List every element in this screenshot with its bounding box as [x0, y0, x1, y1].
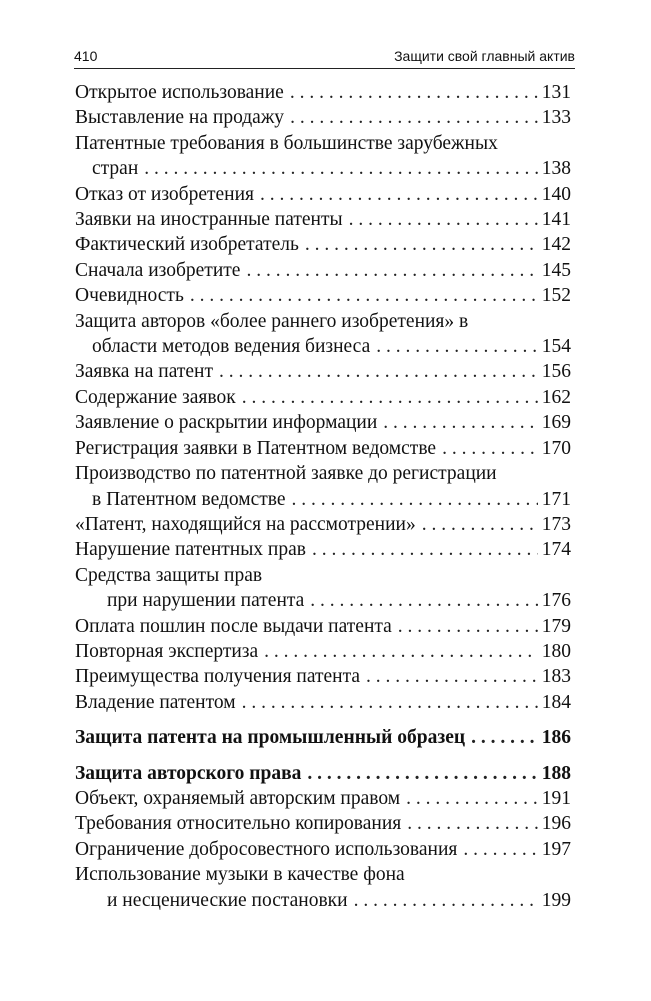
toc-entry-title: Регистрация заявки в Патентном ведомстве: [75, 437, 437, 459]
toc-entry-line: [75, 862, 571, 887]
toc-entry-title: при нарушении патента: [107, 590, 305, 612]
toc-entry[interactable]: [75, 725, 571, 750]
dot-leader: [310, 588, 537, 613]
toc-entry-line: [75, 461, 571, 486]
toc-entry[interactable]: [75, 80, 571, 105]
toc-entry-title: Отказ от изобретения: [75, 183, 255, 205]
toc-page-number: 174: [541, 539, 571, 561]
dot-leader: [422, 512, 538, 537]
toc-entry[interactable]: [75, 639, 571, 664]
toc-entry-line: [75, 334, 571, 359]
toc-entry-title: области методов ведения бизнеса: [92, 336, 371, 358]
toc-entry[interactable]: [75, 258, 571, 283]
toc-page-number: 145: [541, 259, 571, 281]
toc-page-number: 152: [541, 285, 571, 307]
toc-page-number: 156: [541, 361, 571, 383]
dot-leader: [307, 761, 537, 786]
toc-entry[interactable]: [75, 359, 571, 384]
dot-leader: [242, 385, 538, 410]
toc-entry-title: Нарушение патентных прав: [75, 539, 306, 561]
toc-entry-title: Владение патентом: [75, 691, 236, 713]
toc-entry[interactable]: [75, 385, 571, 410]
toc-page-number: 186: [541, 727, 571, 749]
toc-entry-title: Объект, охраняемый авторским правом: [75, 787, 401, 809]
toc-entry[interactable]: [75, 461, 571, 512]
dot-leader: [463, 837, 537, 862]
toc-entry-line: [75, 588, 571, 613]
toc-page-number: 184: [541, 691, 571, 713]
toc-entry[interactable]: [75, 614, 571, 639]
dot-leader: [246, 258, 537, 283]
toc-entry-line: [75, 837, 571, 862]
dot-leader: [398, 614, 538, 639]
toc-page-number: 133: [541, 107, 571, 129]
toc-entry[interactable]: [75, 512, 571, 537]
toc-page-number: 142: [541, 234, 571, 256]
toc-entry-line: [75, 725, 571, 750]
toc-entry-title: Фактический изобретатель: [75, 234, 299, 256]
dot-leader: [406, 786, 538, 811]
toc-entry[interactable]: [75, 862, 571, 913]
dot-leader: [407, 811, 537, 836]
toc-entry[interactable]: [75, 131, 571, 182]
toc-page-number: 140: [541, 183, 571, 205]
dot-leader: [354, 888, 538, 913]
toc-page-number: 170: [541, 437, 571, 459]
toc-entry[interactable]: [75, 761, 571, 786]
toc-entry-line: [75, 131, 571, 156]
dot-leader: [292, 487, 538, 512]
toc-entry-title: Патентные требования в большинстве зарубежных: [75, 132, 498, 154]
toc-entry[interactable]: [75, 563, 571, 614]
toc-entry-title: Преимущества получения патента: [75, 666, 361, 688]
dot-leader: [442, 436, 538, 461]
toc-entry-line: [75, 105, 571, 130]
toc-page-number: 171: [541, 488, 571, 510]
dot-leader: [260, 182, 538, 207]
toc-entry[interactable]: [75, 283, 571, 308]
toc-entry-line: [75, 182, 571, 207]
toc-entry-title: Защита авторов «более раннего изобретения» в: [75, 310, 469, 332]
toc-entry-title: Очевидность: [75, 285, 184, 307]
toc-entry-line: [75, 786, 571, 811]
toc-entry-line: [75, 207, 571, 232]
toc-entry-line: [75, 258, 571, 283]
toc-entry-line: [75, 512, 571, 537]
toc-entry-title: Использование музыки в качестве фона: [75, 864, 405, 886]
toc-entry-title: Требования относительно копирования: [75, 813, 402, 835]
dot-leader: [144, 156, 537, 181]
toc-entry-title: Заявка на патент: [75, 361, 213, 383]
toc-entry-line: [75, 811, 571, 836]
toc-page-number: 180: [541, 640, 571, 662]
running-title: Защити свой главный актив: [394, 48, 575, 64]
toc-page-number: 154: [541, 336, 571, 358]
toc-entry-line: [75, 156, 571, 181]
toc-entry[interactable]: [75, 664, 571, 689]
toc-entry-line: [75, 359, 571, 384]
toc-entry-title: в Патентном ведомстве: [92, 488, 286, 510]
toc-entry-title: Защита авторского права: [75, 762, 302, 784]
toc-page-number: 196: [541, 813, 571, 835]
toc-entry[interactable]: [75, 690, 571, 715]
toc-entry-line: [75, 690, 571, 715]
page-number: 410: [74, 48, 98, 64]
toc-entry-title: Ограничение добросовестного использования: [75, 838, 458, 860]
table-of-contents: [75, 80, 571, 913]
toc-entry-line: [75, 410, 571, 435]
toc-entry-line: [75, 664, 571, 689]
toc-page-number: 176: [541, 590, 571, 612]
dot-leader: [366, 664, 538, 689]
toc-entry-line: [75, 487, 571, 512]
dot-leader: [219, 359, 538, 384]
toc-entry[interactable]: [75, 436, 571, 461]
toc-entry-line: [75, 537, 571, 562]
toc-entry-line: [75, 639, 571, 664]
toc-entry[interactable]: [75, 105, 571, 130]
toc-entry-title: Заявление о раскрытии информации: [75, 412, 378, 434]
toc-entry-title: Открытое использование: [75, 82, 284, 103]
toc-page-number: 197: [541, 838, 571, 860]
toc-entry-title: Повторная экспертиза: [75, 640, 259, 662]
toc-page-number: 162: [541, 386, 571, 408]
toc-entry-title: Заявки на иностранные патенты: [75, 209, 343, 231]
toc-entry[interactable]: [75, 410, 571, 435]
dot-leader: [383, 410, 537, 435]
toc-entry-title: «Патент, находящийся на рассмотрении»: [75, 513, 416, 535]
toc-entry-line: [75, 232, 571, 257]
dot-leader: [305, 232, 538, 257]
dot-leader: [349, 207, 538, 232]
dot-leader: [471, 725, 538, 750]
toc-entry-line: [75, 888, 571, 913]
dot-leader: [264, 639, 538, 664]
dot-leader: [290, 105, 538, 130]
toc-entry-title: Производство по патентной заявке до регистрации: [75, 463, 497, 485]
toc-entry-title: Сначала изобретите: [75, 259, 241, 281]
dot-leader: [312, 537, 538, 562]
section-gap: [75, 715, 571, 725]
toc-entry[interactable]: [75, 232, 571, 257]
dot-leader: [242, 690, 538, 715]
toc-page-number: 141: [541, 209, 571, 231]
toc-entry[interactable]: [75, 786, 571, 811]
toc-page-number: 179: [541, 615, 571, 637]
toc-page-number: 169: [541, 412, 571, 434]
toc-entry[interactable]: [75, 811, 571, 836]
toc-entry-title: Средства защиты прав: [75, 564, 263, 586]
toc-entry-line: [75, 436, 571, 461]
toc-page-number: 131: [541, 82, 571, 103]
toc-entry-line: [75, 563, 571, 588]
toc-entry-title: и несценические постановки: [107, 889, 348, 911]
toc-entry-line: [75, 309, 571, 334]
toc-entry[interactable]: [75, 309, 571, 360]
toc-entry-title: стран: [92, 158, 139, 180]
toc-entry[interactable]: [75, 837, 571, 862]
dot-leader: [376, 334, 538, 359]
toc-page-number: 188: [541, 762, 571, 784]
running-header: [74, 42, 575, 69]
toc-entry[interactable]: [75, 207, 571, 232]
toc-entry-line: [75, 385, 571, 410]
toc-entry[interactable]: [75, 182, 571, 207]
toc-page-number: 183: [541, 666, 571, 688]
toc-entry-title: Выставление на продажу: [75, 107, 285, 129]
toc-entry-line: [75, 283, 571, 308]
toc-entry-title: Защита патента на промышленный образец: [75, 727, 466, 749]
dot-leader: [290, 80, 538, 105]
toc-page-number: 173: [541, 513, 571, 535]
toc-page-number: 138: [541, 158, 571, 180]
toc-entry-title: Содержание заявок: [75, 386, 236, 408]
toc-page-number: 191: [541, 787, 571, 809]
toc-entry-title: Оплата пошлин после выдачи патента: [75, 615, 392, 637]
toc-entry-line: [75, 614, 571, 639]
dot-leader: [190, 283, 538, 308]
toc-entry[interactable]: [75, 537, 571, 562]
toc-entry-line: [75, 761, 571, 786]
section-gap: [75, 751, 571, 761]
toc-page-number: 199: [541, 889, 571, 911]
toc-entry-line: [75, 80, 571, 105]
